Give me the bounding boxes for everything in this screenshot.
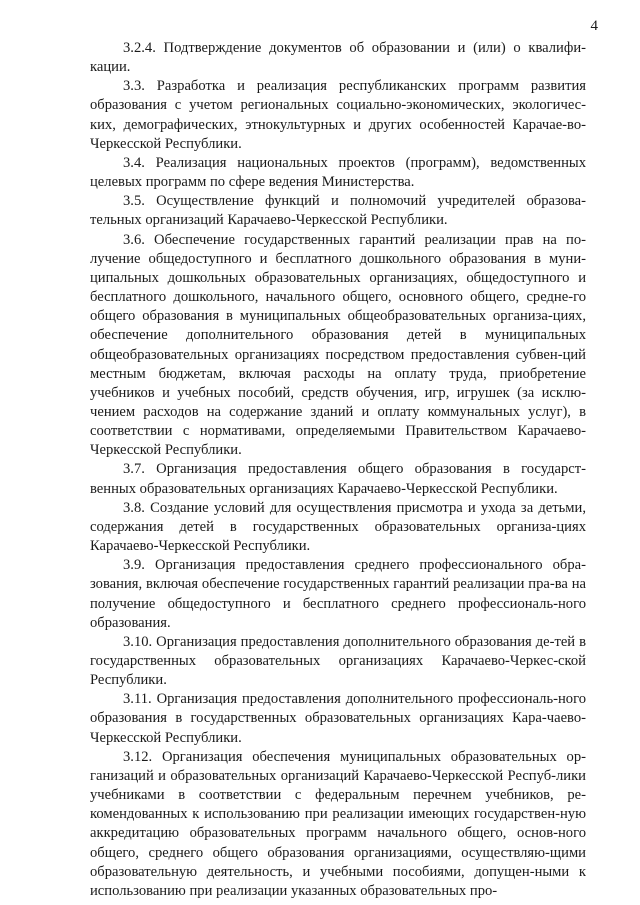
paragraph-3-4: 3.4. Реализация национальных проектов (программ), ведомственных целевых программ по сфере ведения Министерства.	[90, 154, 586, 191]
paragraph-3-3: 3.3. Разработка и реализация республиканских программ развития образования с учетом региональных социально-экономических, экологичес-ких, демографических, этнокультурных и других особенностей Карачае-во-Черкесской Республики.	[90, 78, 586, 152]
paragraph-3-9: 3.9. Организация предоставления среднего профессионального обра-зования, включая обеспечение государственных гарантий реализации пра-ва на получение общедоступного и бесплатного среднего профессиональ-ного образования.	[90, 557, 586, 631]
paragraph-3-5: 3.5. Осуществление функций и полномочий учредителей образова-тельных организаций Карачаево-Черкесской Республики.	[90, 193, 586, 229]
paragraph-3-6: 3.6. Обеспечение государственных гарантий реализации прав на по-лучение общедоступного и бесплатного дошкольного образования в муни-ципальных дошкольных образовательных организациях, общедоступного и бесплатного дошкольного, начального общего, основного общего, средне-го общего образования в муниципальных общеобразовательных организа-циях, обеспечение дополнительного образования детей в муниципальных общеобразовательных организациях посредством предоставления субвен-ций местным бюджетам, включая расходы на оплату труда, приобретение учебников и учебных пособий, средств обучения, игр, игрушек (за исклю-чением расходов на содержание зданий и оплату коммунальных услуг), в соответствии с нормативами, определяемыми Правительством Карачаево-Черкесской Республики.	[90, 231, 586, 459]
paragraph-3-10: 3.10. Организация предоставления дополнительного образования де-тей в государственных образовательных организациях Карачаево-Черкес-ской Республики.	[90, 633, 586, 689]
paragraph-3-8: 3.8. Создание условий для осуществления присмотра и ухода за детьми, содержания детей в государственных образовательных организа-циях Карачаево-Черкесской Республики.	[90, 499, 586, 555]
paragraph-3-12: 3.12. Организация обеспечения муниципальных образовательных ор-ганизаций и образовательных организаций Карачаево-Черкесской Респуб-лики учебниками в соответствии с федеральным перечнем учебников, ре-комендованных к использованию при реализации имеющих государствен-ную аккредитацию образовательных программ начального общего, основ-ного общего, среднего общего образования организациями, осуществляю-щими образовательную деятельность, и учебными пособиями, допущен-ными к использованию при реализации указанных образовательных про-	[90, 748, 586, 899]
paragraph-3-2-4: 3.2.4. Подтверждение документов об образовании и (или) о квалифи-кации.	[90, 40, 586, 76]
document-body	[90, 39, 586, 901]
paragraph-3-7: 3.7. Организация предоставления общего образования в государст-венных образовательных организациях Карачаево-Черкесской Республики.	[90, 461, 586, 497]
paragraph-3-11: 3.11. Организация предоставления дополнительного профессиональ-ного образования в государственных образовательных организациях Кара-чаево-Черкесской Республики.	[90, 691, 586, 746]
page-number: 4	[590, 18, 598, 34]
